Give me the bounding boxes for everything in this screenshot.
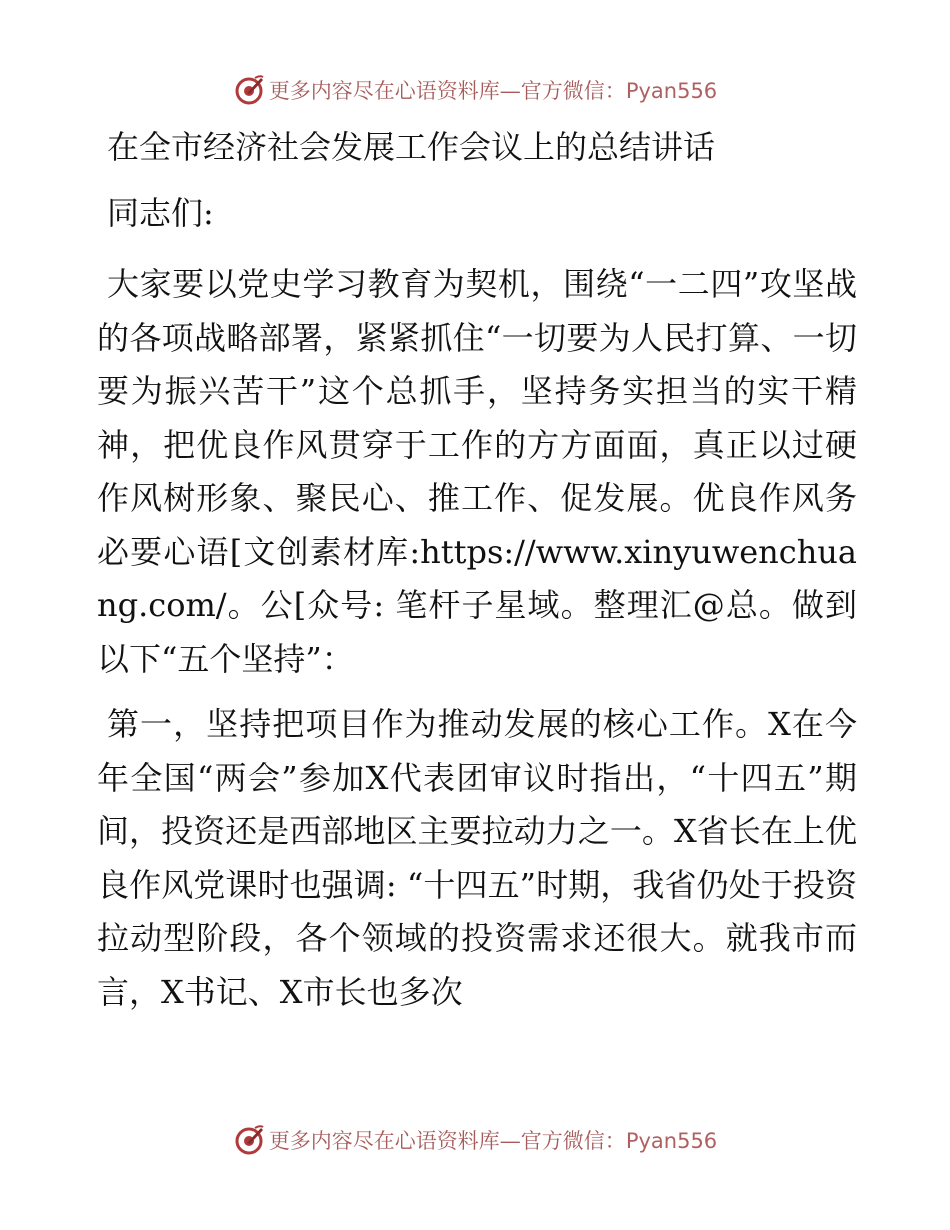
salutation: 同志们: — [107, 194, 214, 232]
banner-caption: 更多内容尽在心语资料库—官方微信：Pyan556 — [268, 79, 718, 103]
pen-logo-icon — [233, 1124, 265, 1156]
pen-logo-icon — [233, 74, 265, 106]
wechat-handle: Pyan556 — [625, 79, 718, 103]
wechat-handle: Pyan556 — [625, 1129, 718, 1153]
footer-banner — [0, 1120, 950, 1160]
banner-caption: 更多内容尽在心语资料库—官方微信：Pyan556 — [268, 1129, 718, 1153]
document-title: 在全市经济社会发展工作会议上的总结讲话 — [107, 128, 716, 166]
document-body — [97, 120, 857, 1019]
paragraph-1: 大家要以党史学习教育为契机，围绕“一二四”攻坚战的各项战略部署，紧紧抓住“一切要为人民打算、一切要为振兴苦干”这个总抓手，坚持务实担当的实干精神，把优良作风贯穿于工作的方方面面，真正以过硬作风树形象、聚民心、推工作、促发展。优良作风务必要心语[文创素材库:https://www.xinyuwenchuang.com/。公[众号: 笔杆子星域。整理汇@总。做到以下“五个坚持”： — [97, 265, 857, 678]
paragraph-2: 第一，坚持把项目作为推动发展的核心工作。X在今年全国“两会”参加X代表团审议时指出，“十四五”期间，投资还是西部地区主要拉动力之一。X省长在上优良作风党课时也强调: “十四五”时期，我省仍处于投资拉动型阶段，各个领域的投资需求还很大。就我市而言，X书记、X市长也多次 — [97, 705, 857, 1011]
header-banner — [0, 70, 950, 110]
